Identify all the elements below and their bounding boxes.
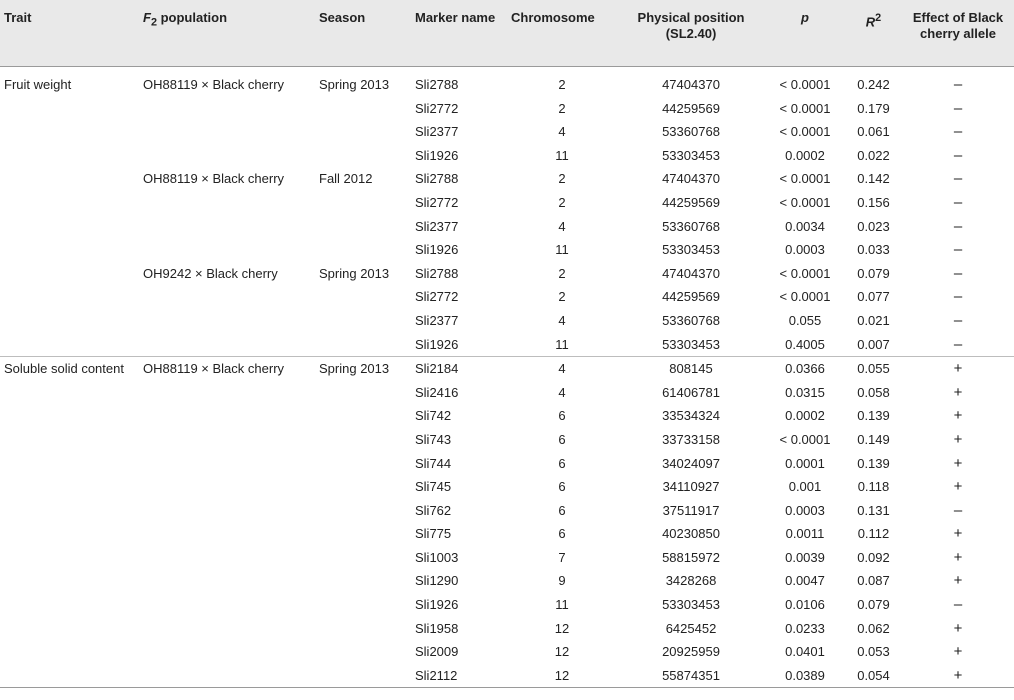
cell-trait [0, 546, 139, 570]
cell-position: 40230850 [662, 526, 720, 542]
cell-r2: 0.087 [857, 573, 890, 589]
cell-chromosome: 4 [558, 124, 566, 140]
cell-effect: + [953, 548, 963, 566]
cell-season [315, 285, 411, 309]
cell-position: 53360768 [662, 312, 720, 328]
cell-chromosome: 12 [507, 664, 617, 688]
cell-marker: Sli2377 [415, 218, 459, 234]
cell-effect: + [953, 572, 963, 590]
cell-effect: + [953, 430, 963, 448]
cell-trait [0, 333, 139, 357]
cell-effect: + [902, 357, 1014, 381]
cell-effect: – [953, 123, 963, 141]
cell-chromosome: 12 [554, 620, 570, 636]
cell-population [139, 640, 315, 664]
cell-r2: 0.242 [857, 77, 890, 92]
cell-chromosome: 4 [558, 384, 566, 400]
cell-season [315, 522, 411, 546]
cell-trait [0, 97, 139, 121]
cell-position: 37511917 [662, 502, 720, 518]
cell-p: < 0.0001 [779, 289, 831, 305]
cell-p: 0.4005 [785, 336, 825, 352]
cell-p: 0.0001 [785, 455, 825, 471]
cell-p: 0.0106 [785, 597, 825, 613]
cell-chromosome: 11 [555, 242, 569, 258]
cell-p: < 0.0001 [779, 431, 831, 447]
cell-effect: – [953, 170, 963, 188]
cell-season [315, 428, 411, 452]
cell-trait [0, 404, 139, 428]
cell-trait [0, 593, 139, 617]
cell-r2: 0.077 [857, 289, 890, 305]
cell-effect: + [953, 619, 963, 637]
cell-trait [0, 285, 139, 309]
cell-season [315, 452, 411, 476]
cell-trait [0, 309, 139, 333]
cell-effect: – [953, 146, 963, 164]
cell-trait [0, 238, 139, 262]
cell-r2: 0.112 [857, 526, 890, 542]
cell-effect: + [953, 525, 963, 543]
cell-population [139, 120, 315, 144]
cell-chromosome: 6 [558, 455, 566, 471]
cell-p: 0.055 [788, 312, 822, 328]
cell-r2: 0.131 [857, 502, 890, 518]
cell-season [315, 120, 411, 144]
header-effect: Effect of Black cherry allele [912, 10, 1004, 41]
cell-position: 44259569 [662, 194, 720, 210]
table-row [0, 333, 1014, 357]
cell-position: 34110927 [662, 479, 720, 495]
cell-position: 53303453 [662, 147, 720, 163]
cell-p: < 0.0001 [779, 194, 831, 210]
cell-position: 33534324 [662, 408, 720, 424]
cell-r2: 0.139 [857, 408, 890, 424]
cell-population [139, 97, 315, 121]
cell-population [139, 238, 315, 262]
cell-chromosome: 4 [558, 312, 566, 328]
cell-marker: Sli1926 [415, 336, 459, 352]
cell-position: 3428268 [665, 573, 717, 589]
header-chromosome: Chromosome [511, 10, 595, 25]
table-row [0, 144, 1014, 168]
table-row [0, 357, 1014, 381]
cell-chromosome: 2 [558, 100, 566, 116]
cell-p: 0.0233 [785, 620, 825, 636]
cell-population [139, 333, 315, 357]
cell-effect: + [953, 383, 963, 401]
header-trait: Trait [4, 10, 32, 25]
cell-p: 0.0003 [785, 502, 825, 518]
cell-trait [0, 522, 139, 546]
cell-marker: Sli1958 [415, 620, 459, 636]
cell-trait [0, 428, 139, 452]
table-row [0, 593, 1014, 617]
cell-marker: Sli1926 [415, 242, 459, 258]
cell-effect: + [953, 478, 963, 496]
cell-effect: + [902, 664, 1014, 688]
cell-population [139, 428, 315, 452]
table-row [0, 640, 1014, 664]
cell-chromosome: 12 [554, 644, 570, 660]
cell-position: 20925959 [662, 644, 720, 660]
cell-p: < 0.0001 [779, 171, 831, 187]
cell-population: OH88119 × Black cherry [139, 357, 315, 381]
cell-marker: Sli2184 [411, 357, 507, 381]
cell-p: 0.0039 [785, 549, 825, 565]
cell-r2: 0.053 [857, 644, 890, 660]
cell-r2: 0.079 [857, 265, 890, 281]
cell-population [139, 593, 315, 617]
cell-season [315, 97, 411, 121]
cell-r2: 0.139 [857, 455, 890, 471]
cell-chromosome: 9 [558, 573, 566, 589]
table-row [0, 215, 1014, 239]
cell-position: 53360768 [662, 124, 720, 140]
cell-season: Fall 2012 [319, 171, 373, 187]
cell-position: 47404370 [662, 265, 720, 281]
table-row [0, 120, 1014, 144]
cell-season [315, 333, 411, 357]
cell-p: < 0.0001 [779, 100, 831, 116]
cell-p: 0.0002 [785, 147, 825, 163]
cell-population [139, 191, 315, 215]
cell-p: 0.0401 [785, 644, 825, 660]
table-row [0, 428, 1014, 452]
cell-p: 0.0002 [785, 408, 825, 424]
cell-position: 44259569 [662, 289, 720, 305]
cell-population [139, 381, 315, 405]
cell-trait [0, 191, 139, 215]
cell-marker: Sli2788 [415, 171, 459, 187]
cell-trait [0, 640, 139, 664]
cell-season [315, 191, 411, 215]
cell-marker: Sli2772 [415, 100, 459, 116]
cell-trait: Soluble solid content [0, 357, 139, 381]
cell-trait [0, 381, 139, 405]
cell-marker: Sli745 [415, 479, 452, 495]
cell-season [315, 546, 411, 570]
cell-marker: Sli2377 [415, 312, 459, 328]
cell-p: 0.0011 [785, 526, 825, 542]
cell-season [315, 569, 411, 593]
cell-p: 0.0389 [765, 664, 845, 688]
cell-effect: – [953, 264, 963, 282]
cell-trait [0, 569, 139, 593]
cell-p: 0.0047 [785, 573, 825, 589]
cell-chromosome: 2 [558, 265, 566, 281]
cell-r2: 0.054 [845, 664, 902, 688]
table-row [0, 67, 1014, 97]
cell-effect: – [953, 76, 963, 93]
cell-r2: 0.023 [857, 218, 890, 234]
cell-season [315, 404, 411, 428]
table-row [0, 499, 1014, 523]
cell-r2: 0.022 [857, 147, 890, 163]
cell-population [139, 569, 315, 593]
cell-marker: Sli743 [415, 431, 452, 447]
cell-chromosome: 2 [558, 289, 566, 305]
cell-p: < 0.0001 [779, 77, 831, 92]
cell-position: 55874351 [617, 664, 765, 688]
cell-chromosome: 7 [558, 549, 566, 565]
cell-chromosome: 11 [555, 336, 569, 352]
cell-population [139, 499, 315, 523]
cell-r2: 0.058 [857, 384, 890, 400]
cell-effect: – [953, 288, 963, 306]
table-row [0, 617, 1014, 641]
cell-marker: Sli744 [415, 455, 452, 471]
cell-position: 44259569 [662, 100, 720, 116]
cell-r2: 0.156 [857, 194, 890, 210]
cell-r2: 0.062 [857, 620, 890, 636]
cell-chromosome: 6 [558, 408, 566, 424]
cell-chromosome: 2 [558, 194, 566, 210]
cell-chromosome: 11 [555, 147, 569, 163]
cell-p: 0.0315 [785, 384, 825, 400]
cell-population [139, 522, 315, 546]
cell-marker: Sli2788 [415, 77, 459, 92]
cell-effect: + [953, 643, 963, 661]
cell-population: OH88119 × Black cherry [143, 77, 285, 92]
cell-population [139, 475, 315, 499]
cell-p: 0.001 [788, 479, 822, 495]
cell-r2: 0.033 [857, 242, 890, 258]
cell-p: < 0.0001 [779, 124, 831, 140]
cell-trait [0, 262, 139, 286]
cell-trait [0, 664, 139, 688]
cell-chromosome: 6 [558, 526, 566, 542]
table-row [0, 522, 1014, 546]
cell-marker: Sli2416 [415, 384, 459, 400]
table-row [0, 309, 1014, 333]
table-row [0, 475, 1014, 499]
cell-season [315, 144, 411, 168]
cell-marker: Sli1290 [415, 573, 459, 589]
cell-season: Spring 2013 [315, 357, 411, 381]
cell-effect: + [953, 407, 963, 425]
cell-chromosome: 11 [555, 597, 569, 613]
cell-season [315, 309, 411, 333]
cell-season [315, 499, 411, 523]
cell-marker: Sli1926 [415, 597, 459, 613]
cell-effect: – [953, 241, 963, 259]
cell-r2: 0.118 [857, 479, 890, 495]
cell-effect: – [953, 99, 963, 117]
cell-marker: Sli2772 [415, 289, 459, 305]
cell-marker: Sli742 [415, 408, 452, 424]
cell-season [315, 238, 411, 262]
cell-trait [0, 475, 139, 499]
cell-r2: 0.079 [857, 597, 890, 613]
cell-marker: Sli762 [415, 502, 452, 518]
cell-position: 53303453 [662, 336, 720, 352]
cell-chromosome: 2 [558, 171, 566, 187]
cell-marker: Sli1926 [415, 147, 459, 163]
cell-trait [0, 215, 139, 239]
table-row [0, 238, 1014, 262]
cell-chromosome: 4 [558, 218, 566, 234]
cell-population [139, 452, 315, 476]
cell-season: Spring 2013 [319, 265, 390, 281]
cell-marker: Sli1003 [415, 549, 459, 565]
cell-marker: Sli2788 [415, 265, 459, 281]
cell-p: 0.0034 [785, 218, 825, 234]
header-season: Season [319, 10, 366, 25]
header-p: p [801, 10, 809, 25]
table-row [0, 452, 1014, 476]
cell-position: 53360768 [662, 218, 720, 234]
cell-season [315, 640, 411, 664]
cell-p: < 0.0001 [779, 265, 831, 281]
header-position: Physical position (SL2.40) [637, 10, 745, 41]
cell-chromosome: 6 [558, 431, 566, 447]
cell-position: 6425452 [665, 620, 717, 636]
cell-effect: – [953, 311, 963, 329]
table-row [0, 167, 1014, 191]
cell-marker: Sli2112 [411, 664, 507, 688]
cell-r2: 0.007 [857, 336, 890, 352]
cell-position: 33733158 [662, 431, 720, 447]
cell-marker: Sli2772 [415, 194, 459, 210]
header-r2: $R^2$ [865, 12, 882, 30]
table-row [0, 97, 1014, 121]
cell-season [315, 215, 411, 239]
table-row [0, 191, 1014, 215]
cell-chromosome: 2 [558, 77, 566, 92]
cell-trait [0, 499, 139, 523]
cell-effect: – [953, 335, 963, 353]
cell-position: 47404370 [662, 77, 720, 92]
cell-population [139, 215, 315, 239]
cell-trait: Fruit weight [4, 77, 72, 92]
cell-season: Spring 2013 [319, 77, 390, 92]
cell-position: 47404370 [662, 171, 720, 187]
cell-season [315, 381, 411, 405]
cell-population [139, 664, 315, 688]
cell-r2: 0.149 [857, 431, 890, 447]
cell-trait [0, 120, 139, 144]
cell-r2: 0.092 [857, 549, 890, 565]
cell-position: 34024097 [662, 455, 720, 471]
cell-r2: 0.142 [857, 171, 890, 187]
cell-effect: – [953, 501, 963, 519]
cell-r2: 0.179 [857, 100, 890, 116]
cell-trait [0, 144, 139, 168]
table-row [0, 285, 1014, 309]
cell-effect: – [953, 217, 963, 235]
cell-chromosome: 4 [507, 357, 617, 381]
cell-marker: Sli2009 [415, 644, 459, 660]
cell-position: 53303453 [662, 597, 720, 613]
cell-effect: – [953, 193, 963, 211]
cell-season [315, 593, 411, 617]
cell-r2: 0.055 [845, 357, 902, 381]
cell-population [139, 144, 315, 168]
cell-position: 61406781 [662, 384, 720, 400]
cell-chromosome: 6 [558, 502, 566, 518]
cell-trait [0, 617, 139, 641]
cell-population: OH9242 × Black cherry [143, 265, 278, 281]
cell-population [139, 546, 315, 570]
cell-population [139, 617, 315, 641]
cell-season [315, 475, 411, 499]
cell-r2: 0.061 [857, 124, 890, 140]
cell-position: 58815972 [662, 549, 720, 565]
table-row [0, 569, 1014, 593]
table-row [0, 262, 1014, 286]
cell-population [139, 404, 315, 428]
header-population: $F_2$ population [143, 10, 228, 29]
table-header-row [0, 0, 1014, 67]
cell-population: OH88119 × Black cherry [143, 171, 285, 187]
header-marker: Marker name [415, 10, 496, 25]
cell-trait [0, 167, 139, 191]
cell-season [315, 664, 411, 688]
table-row [0, 381, 1014, 405]
cell-p: 0.0366 [765, 357, 845, 381]
cell-population [139, 309, 315, 333]
table-row [0, 546, 1014, 570]
table-row [0, 404, 1014, 428]
cell-population [139, 285, 315, 309]
cell-effect: – [953, 596, 963, 614]
cell-r2: 0.021 [857, 312, 890, 328]
cell-marker: Sli775 [415, 526, 452, 542]
cell-effect: + [953, 454, 963, 472]
cell-position: 53303453 [662, 242, 720, 258]
cell-p: 0.0003 [785, 242, 825, 258]
cell-season [315, 617, 411, 641]
cell-trait [0, 452, 139, 476]
table-row [0, 664, 1014, 688]
cell-position: 808145 [617, 357, 765, 381]
cell-marker: Sli2377 [415, 124, 459, 140]
cell-chromosome: 6 [558, 479, 566, 495]
